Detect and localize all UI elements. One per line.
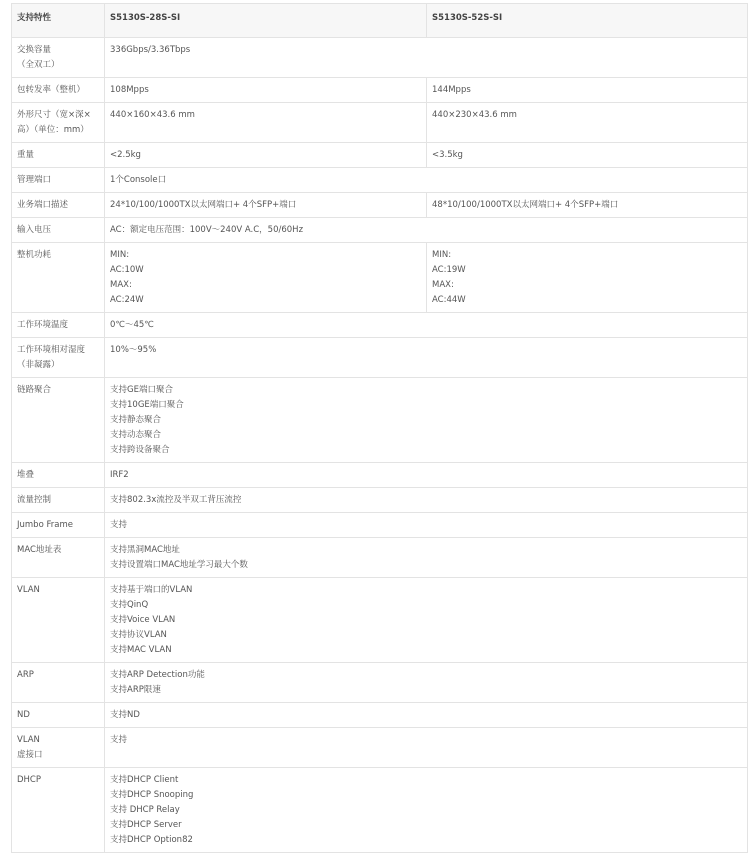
- table-body: [12, 38, 748, 853]
- row-label: DHCP: [12, 768, 105, 853]
- spec-table: [11, 3, 748, 853]
- table-row: [12, 768, 748, 853]
- row-label: Jumbo Frame: [12, 513, 105, 538]
- row-value-model-b: 48*10/100/1000TX以太网端口+ 4个SFP+端口: [427, 193, 748, 218]
- row-label: 链路聚合: [12, 378, 105, 463]
- row-value-shared: 10%～95%: [105, 338, 748, 378]
- row-value-shared: 支持GE端口聚合 支持10GE端口聚合 支持静态聚合 支持动态聚合 支持跨设备聚合: [105, 378, 748, 463]
- table-row: [12, 703, 748, 728]
- row-value-model-b: 440×230×43.6 mm: [427, 103, 748, 143]
- row-value-model-b: 144Mpps: [427, 78, 748, 103]
- table-row: [12, 578, 748, 663]
- row-value-model-a: 440×160×43.6 mm: [105, 103, 427, 143]
- row-label: VLAN: [12, 578, 105, 663]
- table-row: [12, 193, 748, 218]
- header-model-b: S5130S-52S-SI: [427, 4, 748, 38]
- row-value-model-a: <2.5kg: [105, 143, 427, 168]
- row-value-shared: IRF2: [105, 463, 748, 488]
- row-value-shared: 支持基于端口的VLAN 支持QinQ 支持Voice VLAN 支持协议VLAN 支持MAC VLAN: [105, 578, 748, 663]
- row-value-shared: 支持黑洞MAC地址 支持设置端口MAC地址学习最大个数: [105, 538, 748, 578]
- row-label: 交换容量 （全双工）: [12, 38, 105, 78]
- table-row: [12, 378, 748, 463]
- table-row: [12, 143, 748, 168]
- row-value-shared: 336Gbps/3.36Tbps: [105, 38, 748, 78]
- row-value-shared: 0℃～45℃: [105, 313, 748, 338]
- table-row: [12, 243, 748, 313]
- row-label: ND: [12, 703, 105, 728]
- table-row: [12, 463, 748, 488]
- table-row: [12, 78, 748, 103]
- header-model-a: S5130S-28S-SI: [105, 4, 427, 38]
- row-value-model-b: <3.5kg: [427, 143, 748, 168]
- row-label: ARP: [12, 663, 105, 703]
- row-label: 整机功耗: [12, 243, 105, 313]
- row-label: 工作环境温度: [12, 313, 105, 338]
- row-value-shared: 支持ARP Detection功能 支持ARP限速: [105, 663, 748, 703]
- row-label: 管理端口: [12, 168, 105, 193]
- row-value-model-b: MIN: AC:19W MAX: AC:44W: [427, 243, 748, 313]
- row-label: 重量: [12, 143, 105, 168]
- table-row: [12, 103, 748, 143]
- table-row: [12, 488, 748, 513]
- table-row: [12, 218, 748, 243]
- row-label: 包转发率（整机）: [12, 78, 105, 103]
- table-row: [12, 728, 748, 768]
- row-label: 业务端口描述: [12, 193, 105, 218]
- row-value-shared: 支持802.3x流控及半双工背压流控: [105, 488, 748, 513]
- row-label: 输入电压: [12, 218, 105, 243]
- header-feature: 支持特性: [12, 4, 105, 38]
- table-row: [12, 338, 748, 378]
- table-row: [12, 513, 748, 538]
- row-label: VLAN 虚接口: [12, 728, 105, 768]
- row-label: 工作环境相对湿度（非凝露）: [12, 338, 105, 378]
- row-label: 外形尺寸（宽×深×高）（单位：mm）: [12, 103, 105, 143]
- table-row: [12, 38, 748, 78]
- row-value-shared: AC：额定电压范围：100V～240V A.C，50/60Hz: [105, 218, 748, 243]
- row-label: MAC地址表: [12, 538, 105, 578]
- row-value-model-a: 108Mpps: [105, 78, 427, 103]
- row-label: 堆叠: [12, 463, 105, 488]
- row-value-shared: 1个Console口: [105, 168, 748, 193]
- row-value-shared: 支持ND: [105, 703, 748, 728]
- row-value-shared: 支持: [105, 728, 748, 768]
- row-label: 流量控制: [12, 488, 105, 513]
- table-row: [12, 538, 748, 578]
- row-value-shared: 支持: [105, 513, 748, 538]
- table-row: [12, 168, 748, 193]
- table-row: [12, 313, 748, 338]
- row-value-model-a: 24*10/100/1000TX以太网端口+ 4个SFP+端口: [105, 193, 427, 218]
- table-row: [12, 663, 748, 703]
- table-header-row: [12, 4, 748, 38]
- row-value-model-a: MIN: AC:10W MAX: AC:24W: [105, 243, 427, 313]
- row-value-shared: 支持DHCP Client 支持DHCP Snooping 支持 DHCP Relay 支持DHCP Server 支持DHCP Option82: [105, 768, 748, 853]
